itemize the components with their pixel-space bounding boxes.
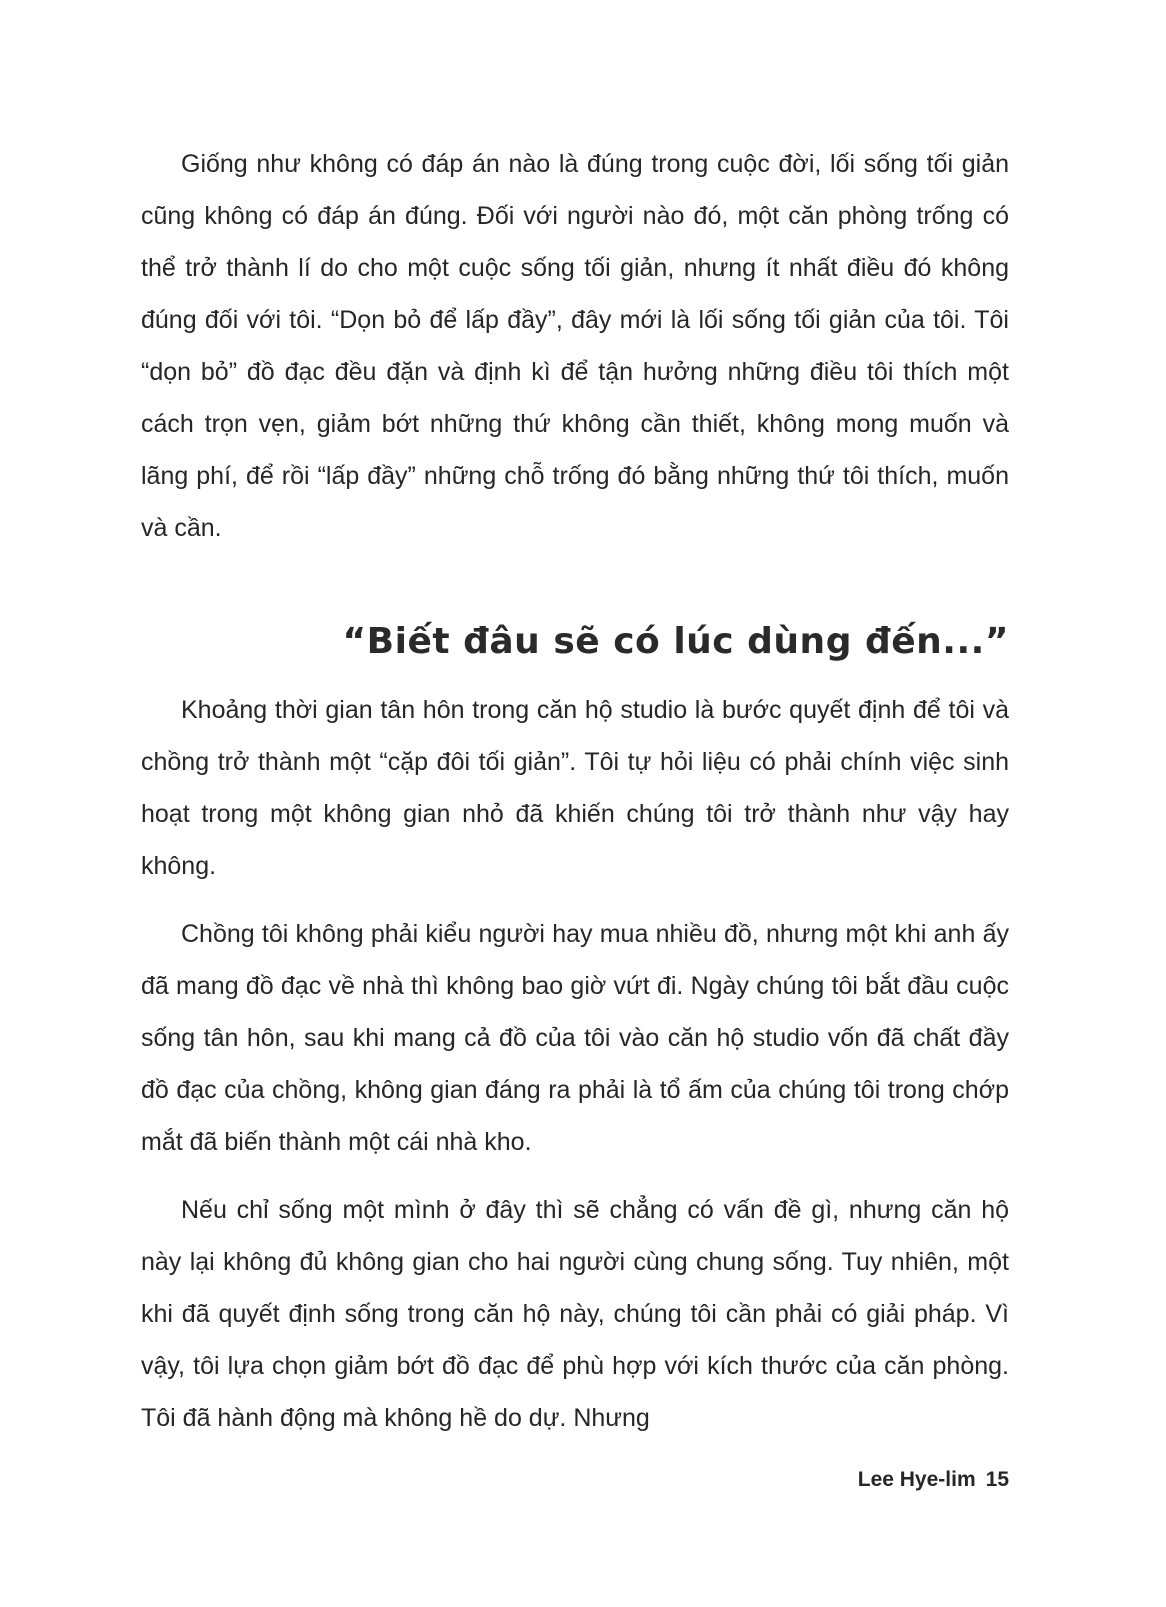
page-footer [858, 1468, 1009, 1492]
paragraph-1: Giống như không có đáp án nào là đúng trong cuộc đời, lối sống tối giản cũng không có đáp án đúng. Đối với người nào đó, một căn phòng trống có thể trở thành lí do cho một cuộc sống tối giản, nhưng ít nhất điều đó không đúng đối với tôi. “Dọn bỏ để lấp đầy”, đây mới là lối sống tối giản của tôi. Tôi “dọn bỏ” đồ đạc đều đặn và định kì để tận hưởng những điều tôi thích một cách trọn vẹn, giảm bớt những thứ không cần thiết, không mong muốn và lãng phí, để rồi “lấp đầy” những chỗ trống đó bằng những thứ tôi thích, muốn và cần. [141, 150, 1009, 542]
page-number: 15 [985, 1468, 1009, 1491]
paragraph-4: Nếu chỉ sống một mình ở đây thì sẽ chẳng có vấn đề gì, nhưng căn hộ này lại không đủ không gian cho hai người cùng chung sống. Tuy nhiên, một khi đã quyết định sống trong căn hộ này, chúng tôi cần phải có giải pháp. Vì vậy, tôi lựa chọn giảm bớt đồ đạc để phù hợp với kích thước của căn phòng. Tôi đã hành động mà không hề do dự. Nhưng [141, 1196, 1009, 1432]
paragraph-3: Chồng tôi không phải kiểu người hay mua nhiều đồ, nhưng một khi anh ấy đã mang đồ đạc về nhà thì không bao giờ vứt đi. Ngày chúng tôi bắt đầu cuộc sống tân hôn, sau khi mang cả đồ của tôi vào căn hộ studio vốn đã chất đầy đồ đạc của chồng, không gian đáng ra phải là tổ ấm của chúng tôi trong chớp mắt đã biến thành một cái nhà kho. [141, 920, 1009, 1156]
footer-author: Lee Hye-lim [857, 1468, 976, 1491]
page-body [141, 138, 1009, 1444]
section-heading: “Biết đâu sẽ có lúc dùng đến...” [342, 621, 1009, 662]
paragraph-2: Khoảng thời gian tân hôn trong căn hộ studio là bước quyết định để tôi và chồng trở thành một “cặp đôi tối giản”. Tôi tự hỏi liệu có phải chính việc sinh hoạt trong một không gian nhỏ đã khiến chúng tôi trở thành như vậy hay không. [141, 696, 1009, 880]
